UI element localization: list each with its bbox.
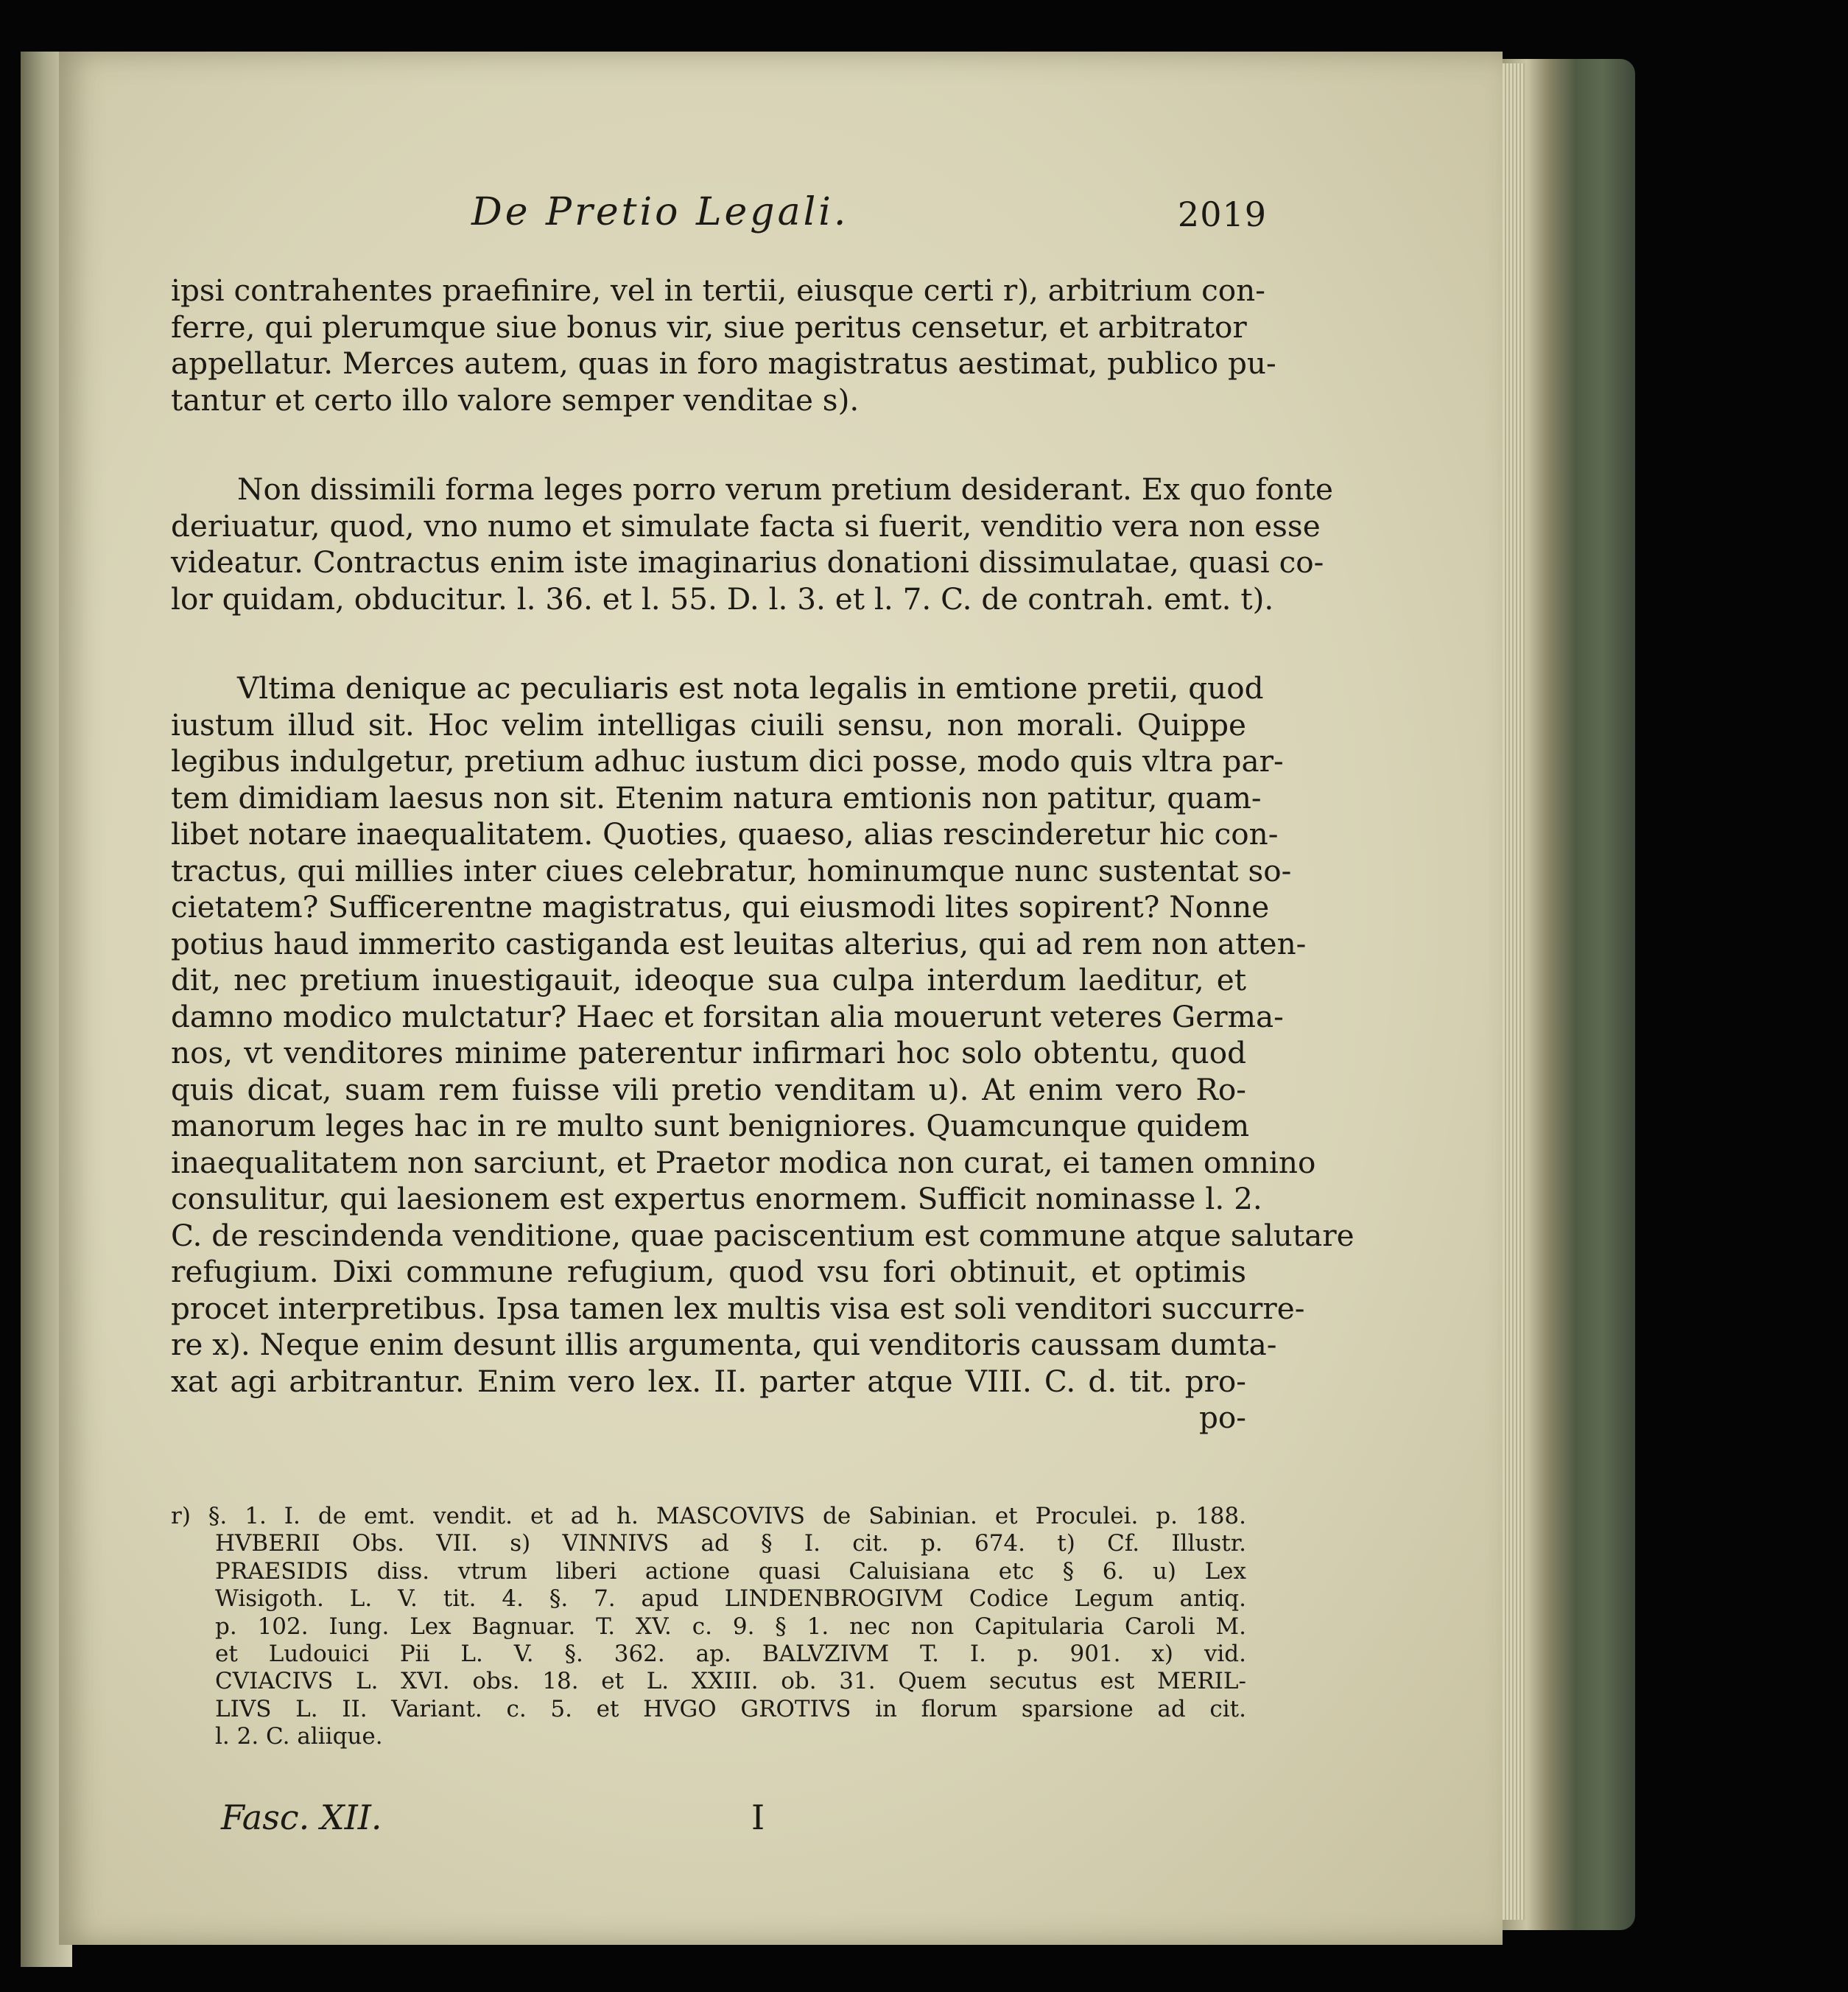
- footnote-line: et Ludouici Pii L. V. §. 362. ap. BALVZIVM T. I. p. 901. x) vid.: [215, 1640, 1246, 1667]
- text-line: cietatem? Sufficerentne magistratus, qui eiusmodi lites sopirent? Nonne: [171, 889, 1270, 925]
- footnote-line: Wisigoth. L. V. tit. 4. §. 7. apud LINDENBROGIVM Codice Legum antiq.: [215, 1585, 1246, 1613]
- text-line: appellatur. Merces autem, quas in foro magistratus aestimat, publico pu-: [171, 346, 1276, 381]
- page-number: 2019: [1177, 194, 1267, 234]
- text-line: Vltima denique ac peculiaris est nota legalis in emtione pretii, quod: [237, 670, 1264, 706]
- text-line: C. de rescindenda venditione, quae paciscentium est commune atque salutare: [171, 1217, 1355, 1253]
- footnote-line: LIVS L. II. Variant. c. 5. et HVGO GROTIVS in florum sparsione ad cit.: [215, 1695, 1246, 1722]
- footnote-line: l. 2. C. aliique.: [215, 1723, 383, 1750]
- paragraph-3: [171, 670, 1355, 1437]
- text-line: ipsi contrahentes praefinire, vel in tertii, eiusque certi r), arbitrium con-: [171, 273, 1265, 308]
- footnotes: [171, 1503, 1246, 1751]
- text-line: ferre, qui plerumque siue bonus vir, siue peritus censetur, et arbitrator: [171, 309, 1247, 345]
- text-line: potius haud immerito castiganda est leuitas alterius, qui ad rem non atten-: [171, 925, 1307, 961]
- text-line: videatur. Contractus enim iste imaginarius donationi dissimulatae, quasi co-: [171, 544, 1324, 580]
- text-line: dit, nec pretium inuestigauit, ideoque sua culpa interdum laeditur, et: [171, 962, 1246, 997]
- text-line: xat agi arbitrantur. Enim vero lex. II. parter atque VIII. C. d. tit. pro-: [171, 1363, 1246, 1399]
- text-line: manorum leges hac in re multo sunt benigniores. Quamcunque quidem: [171, 1108, 1250, 1143]
- running-header: [471, 190, 1267, 242]
- catchword: po-: [1199, 1400, 1246, 1435]
- text-line: quis dicat, suam rem fuisse vili pretio venditam u). At enim vero Ro-: [171, 1071, 1246, 1107]
- footnote-line: r) §. 1. I. de emt. vendit. et ad h. MASCOVIVS de Sabinian. et Proculei. p. 188.: [171, 1503, 1246, 1529]
- text-line: refugium. Dixi commune refugium, quod vsu fori obtinuit, et optimis: [171, 1254, 1246, 1289]
- text-line: tractus, qui millies inter ciues celebratur, hominumque nunc sustentat so-: [171, 852, 1292, 888]
- text-line: procet interpretibus. Ipsa tamen lex multis visa est soli venditori succurre-: [171, 1290, 1305, 1326]
- text-line: iustum illud sit. Hoc velim intelligas ciuili sensu, non morali. Quippe: [171, 706, 1246, 743]
- text-line: inaequalitatem non sarciunt, et Praetor modica non curat, ei tamen omnino: [171, 1144, 1316, 1180]
- text-line: tantur et certo illo valore semper venditae s).: [171, 382, 860, 418]
- footnote-line: p. 102. Iung. Lex Bagnuar. T. XV. c. 9. § 1. nec non Capitularia Caroli M.: [215, 1613, 1246, 1640]
- text-line: libet notare inaequalitatem. Quoties, quaeso, alias rescinderetur hic con-: [171, 816, 1279, 852]
- text-line: legibus indulgetur, pretium adhuc iustum dici posse, modo quis vltra par-: [171, 743, 1284, 779]
- text-line: damno modico mulctatur? Haec et forsitan alia mouerunt veteres Germa-: [171, 998, 1284, 1034]
- text-line: nos, vt venditores minime paterentur infirmari hoc solo obtentu, quod: [171, 1035, 1246, 1070]
- paragraph-1: [171, 273, 1276, 418]
- signature-mark: Fasc. XII.: [221, 1798, 382, 1837]
- running-title: De Pretio Legali.: [471, 190, 849, 234]
- page-footer: [221, 1798, 884, 1842]
- text-line: lor quidam, obducitur. l. 36. et l. 55. D. l. 3. et l. 7. C. de contrah. emt. t).: [171, 581, 1274, 617]
- footnote-line: PRAESIDIS diss. vtrum liberi actione quasi Caluisiana etc § 6. u) Lex: [215, 1557, 1246, 1585]
- gathering-mark: I: [751, 1798, 765, 1837]
- footnote-line: HVBERII Obs. VII. s) VINNIVS ad § I. cit. p. 674. t) Cf. Illustr.: [215, 1530, 1246, 1557]
- text-line: re x). Neque enim desunt illis argumenta, qui venditoris caussam dumta-: [171, 1327, 1277, 1362]
- text-line: Non dissimili forma leges porro verum pretium desiderant. Ex quo fonte: [237, 471, 1334, 507]
- paragraph-2: [171, 471, 1334, 617]
- text-line: tem dimidiam laesus non sit. Etenim natura emtionis non patitur, quam-: [171, 779, 1262, 816]
- text-line: consulitur, qui laesionem est expertus enormem. Sufficit nominasse l. 2.: [171, 1181, 1262, 1216]
- footnote-line: CVIACIVS L. XVI. obs. 18. et L. XXIII. ob. 31. Quem secutus est MERIL-: [215, 1668, 1246, 1695]
- text-line: deriuatur, quod, vno numo et simulate facta si fuerit, venditio vera non esse: [171, 508, 1321, 544]
